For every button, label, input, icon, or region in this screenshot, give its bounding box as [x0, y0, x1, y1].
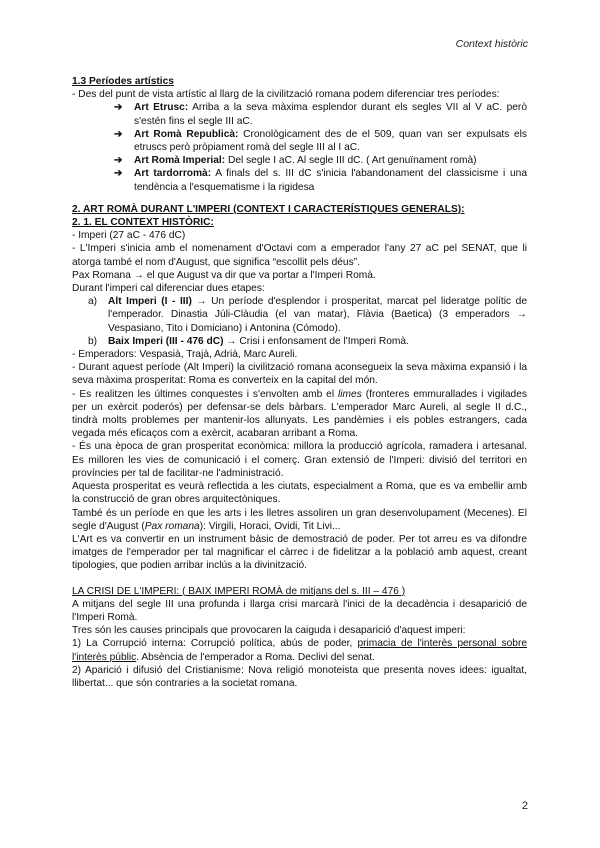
stage-list: [72, 295, 527, 348]
arrow-icon: ➔: [114, 168, 123, 180]
paragraph: - Des del punt de vista artístic al llarg de la civilització romana podem diferenciar tres períodes:: [72, 89, 500, 101]
arrow-icon: ➔: [114, 155, 123, 167]
list-item: [114, 154, 527, 167]
list-item: [114, 128, 527, 154]
list-item: [88, 295, 527, 335]
paragraph: - Durant aquest període (Alt Imperi) la civilització romana aconsegueix la seva màxima expansió i la seva màxima prosperitat: Roma es converteix en la capital del món.: [72, 362, 527, 387]
emphasis: limes: [338, 388, 362, 400]
item-label: Baix Imperi (III - 476 dC): [108, 335, 224, 347]
item-label: Art Etrusc:: [134, 102, 189, 114]
emphasis: Pax romana: [144, 520, 200, 532]
list-item: [114, 101, 527, 127]
section-heading: LA CRISI DE L'IMPERI: ( BAIX IMPERI ROMÀ de mitjans del s. III – 476 ): [72, 585, 406, 597]
item-label: Alt Imperi (I - III): [108, 296, 192, 308]
item-text: → Crisi i enfonsament de l'Imperi Romà.: [223, 335, 409, 347]
paragraph: Aquesta prosperitat es veurà reflectida a les ciutats, especialment a Roma, que es va embellir amb la construcció de gran obres arquitectòniques.: [72, 481, 527, 506]
section-heading: 2. ART ROMÀ DURANT L'IMPERI (CONTEXT I CARACTERÍSTIQUES GENERALS):: [72, 203, 465, 215]
paragraph: A mitjans del segle III una profunda i llarga crisi marcarà l'inici de la decadència i desaparició de l'Imperi Romà.: [72, 598, 527, 623]
item-label: Art Romà Republicà:: [134, 128, 239, 140]
section-heading: 1.3 Períodes artístics: [72, 76, 174, 87]
arrow-icon: ➔: [114, 102, 123, 114]
item-label: Art tardorromà:: [134, 168, 212, 180]
item-text: Del segle I aC. Al segle III dC. ( Art genuïnament romà): [225, 155, 477, 167]
paragraph: Tres són les causes principals que provocaren la caiguda i desaparició d'aquest imperi:: [72, 625, 466, 637]
underlined-phrase: primacia de l'interès personal sobre l'interès públic: [72, 638, 528, 663]
page-number: 2: [521, 800, 528, 812]
list-item: [88, 335, 527, 348]
paragraph: L'Art es va convertir en un instrument bàsic de demostració de poder. Per tot arreu es va difondre imatges de l'emperador per tal magnificar el càrrec i de fidelitzar a la població amb aquest, creant tipologies, que podien arribar inclús a la divinització.: [72, 533, 527, 572]
period-list: [72, 101, 527, 193]
subsection-heading: 2. 1. EL CONTEXT HISTÒRIC:: [72, 217, 214, 229]
document-body: [72, 75, 527, 690]
paragraph: Pax Romana → el que August va dir que va portar a l'Imperi Romà.: [72, 269, 376, 281]
item-text: A finals del s. III dC s'inicia l'abandonament del classicisme i una tendència a l'esquematisme i la rigidesa: [134, 168, 527, 193]
list-item: [114, 167, 527, 193]
item-text: Cronològicament des de el 509, quan van ser expulsats els etruscs però pròpiament romà del segle III al I aC.: [134, 128, 527, 154]
item-marker: a): [88, 296, 98, 308]
item-marker: b): [88, 335, 98, 347]
paragraph: 2) Aparició i difusió del Cristianisme: Nova religió monoteista que presenta noves idees: igualtat, llibertat... que són contraries a la societat romana.: [72, 664, 527, 689]
paragraph: També és un període en que les arts i les lletres assoliren un gran desenvolupament (Mecenes). El segle d'August (Pax romana): Virgili, Horaci, Ovidi, Tit Livi...: [72, 507, 527, 532]
arrow-icon: ➔: [114, 128, 123, 140]
paragraph: - És una època de gran prosperitat econòmica: millora la producció agrícola, ramadera i artesanal. Es milloren les vies de comunicació i el comerç. Gran extensió de l'Imperi: divisió del territori en províncies per tal de facilitar-ne l'administració.: [72, 441, 527, 479]
paragraph: - Emperadors: Vespasià, Trajà, Adrià, Marc Aureli.: [72, 349, 298, 361]
paragraph: 1) La Corrupció interna: Corrupció política, abús de poder, primacia de l'interès personal sobre l'interès públic. Absència de l'emperador a Roma. Declivi del senat.: [72, 638, 528, 663]
paragraph: - Imperi (27 aC - 476 dC): [72, 230, 186, 242]
paragraph: - Es realitzen les últimes conquestes i s'envolten amb el limes (fronteres emmurallades i vigilades per un exèrcit poderós) per defensar-se dels bàrbars. L'emperador Marc Aureli, al segle II d.C., tindrà molts problemes per mantenir-los allunyats. Les pandèmies i els pobles estrangers, cada vegada més eficaços com a exèrcit, acabaran arribant a Roma.: [72, 388, 527, 440]
running-header: Context històric: [455, 38, 528, 50]
paragraph: Durant l'imperi cal diferenciar dues etapes:: [72, 283, 265, 295]
item-label: Art Romà Imperial:: [134, 155, 226, 167]
item-text: Arriba a la seva màxima esplendor durant els segles VII al V aC. però s'estén fins el segle III aC.: [134, 102, 527, 127]
paragraph: - L'Imperi s'inicia amb el nomenament d'Octavi com a emperador l'any 27 aC pel SENAT, que li atorga també el nom d'August, que significa “escollit pels déus”.: [72, 243, 527, 268]
item-text: → Un període d'esplendor i prosperitat, marcat pel lideratge polític de l'emperador. Dinastia Júli-Clàudia (el van matar), Flàvia (Baetica) (3 emperadors → Vespasiano, Tito i Domiciano) i Antonina (Cómodo).: [108, 296, 527, 334]
